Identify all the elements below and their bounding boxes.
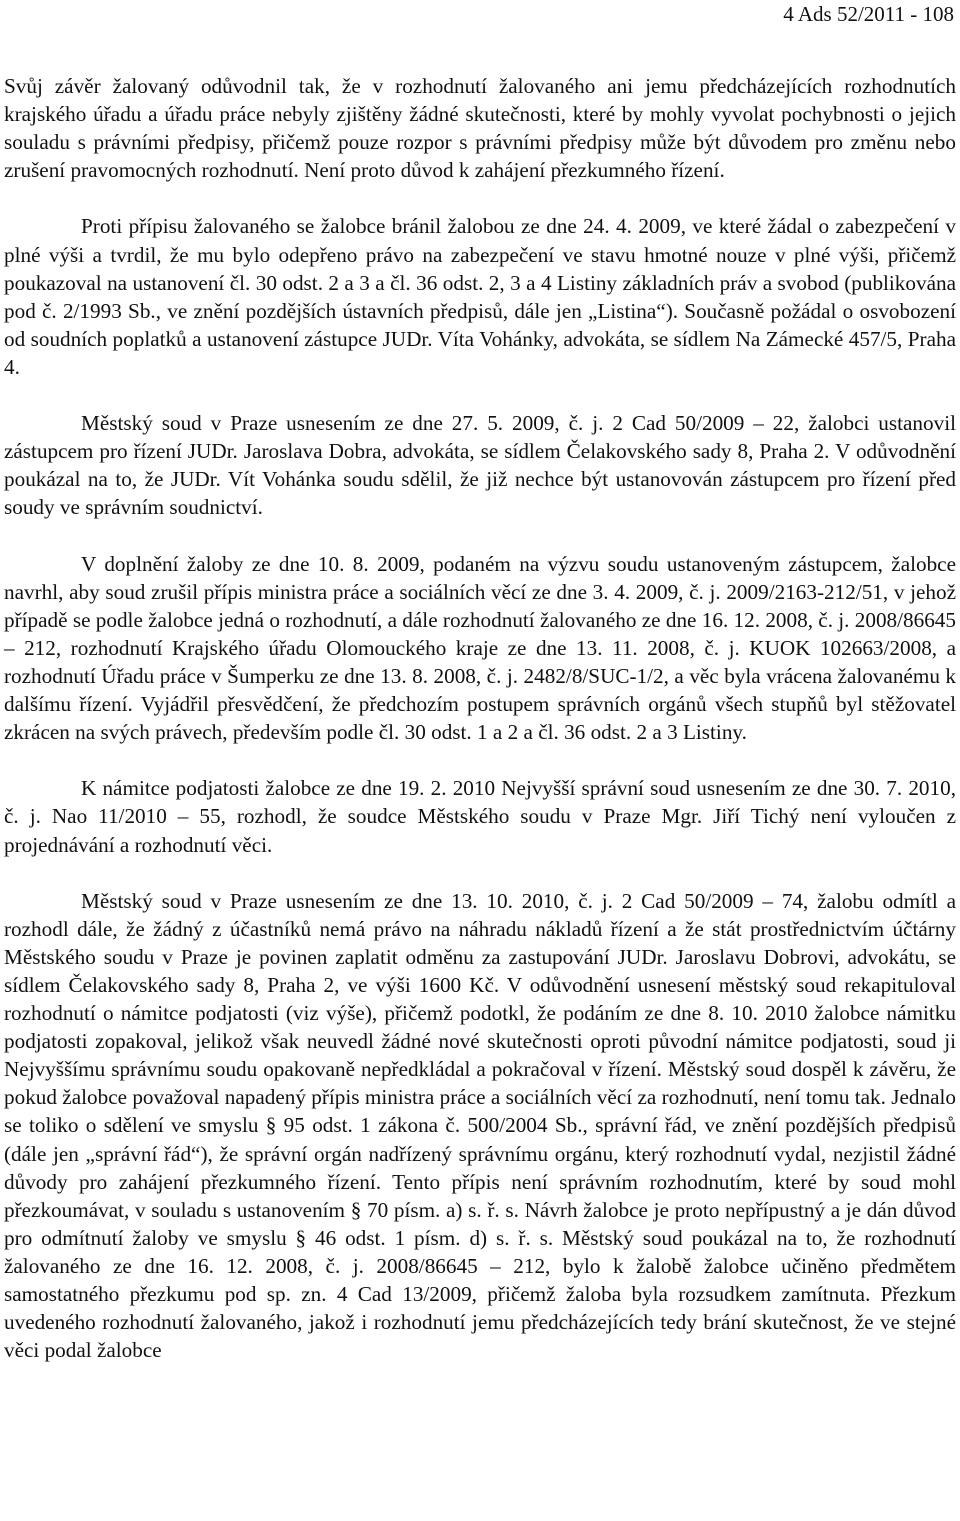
paragraph: Proti přípisu žalovaného se žalobce bránil žalobou ze dne 24. 4. 2009, ve které žádal o zabezpečení v plné výši a tvrdil, že mu bylo odepřeno právo na zabezpečení ve stavu hmotné nouze v plné výši, přičemž poukazoval na ustanovení čl. 30 odst. 2 a 3 a čl. 36 odst. 2, 3 a 4 Listiny základních práv a svobod (publikována pod č. 2/1993 Sb., ve znění pozdějších ústavních předpisů, dále jen „Listina“). Současně požádal o osvobození od soudních poplatků a ustanovení zástupce JUDr. Víta Vohánky, advokáta, se sídlem Na Zámecké 457/5, Praha 4. bbox=[4, 214, 956, 379]
document-body bbox=[4, 72, 956, 1364]
paragraph: V doplnění žaloby ze dne 10. 8. 2009, podaném na výzvu soudu ustanoveným zástupcem, žalobce navrhl, aby soud zrušil přípis ministra práce a sociálních věcí ze dne 3. 4. 2009, č. j. 2009/2163-212/51, v jehož případě se podle žalobce jedná o rozhodnutí, a dále rozhodnutí žalovaného ze dne 16. 12. 2008, č. j. 2008/86645 – 212, rozhodnutí Krajského úřadu Olomouckého kraje ze dne 13. 11. 2008, č. j. KUOK 102663/2008, a rozhodnutí Úřadu práce v Šumperku ze dne 13. 8. 2008, č. j. 2482/8/SUC-1/2, a věc byla vrácena žalovanému k dalšímu řízení. Vyjádřil přesvědčení, že předchozím postupem správních orgánů všech stupňů byl stěžovatel zkrácen na svých právech, především podle čl. 30 odst. 1 a 2 a čl. 36 odst. 2 a 3 Listiny. bbox=[4, 551, 956, 745]
paragraph: Svůj závěr žalovaný odůvodnil tak, že v rozhodnutí žalovaného ani jemu předcházejících rozhodnutích krajského úřadu a úřadu práce nebyly zjištěny žádné skutečnosti, které by mohly vyvolat pochybnosti o jejich souladu s právními předpisy, přičemž pouze rozpor s právními předpisy může být důvodem pro změnu nebo zrušení pravomocných rozhodnutí. Není proto důvod k zahájení přezkumného řízení. bbox=[4, 74, 956, 183]
paragraph: K námitce podjatosti žalobce ze dne 19. 2. 2010 Nejvyšší správní soud usnesením ze dne 30. 7. 2010, č. j. Nao 11/2010 – 55, rozhodl, že soudce Městského soudu v Praze Mgr. Jiří Tichý není vyloučen z projednávání a rozhodnutí věci. bbox=[4, 776, 956, 857]
paragraph: Městský soud v Praze usnesením ze dne 13. 10. 2010, č. j. 2 Cad 50/2009 – 74, žalobu odmítl a rozhodl dále, že žádný z účastníků nemá právo na náhradu nákladů řízení a že stát prostřednictvím účtárny Městského soudu v Praze je povinen zaplatit odměnu za zastupování JUDr. Jaroslavu Dobrovi, advokátu, se sídlem Čelakovského sady 8, Praha 2, ve výši 1600 Kč. V odůvodnění usnesení městský soud rekapituloval rozhodnutí o námitce podjatosti (viz výše), přičemž podotkl, že podáním ze dne 8. 10. 2010 žalobce námitku podjatosti zopakoval, jelikož však neuvedl žádné nové skutečnosti oproti původní námitce podjatosti, soud ji Nejvyššímu správnímu soudu opakovaně nepředkládal a pokračoval v řízení. Městský soud dospěl k závěru, že pokud žalobce považoval napadený přípis ministra práce a sociálních věcí za rozhodnutí, není tomu tak. Jednalo se toliko o sdělení ve smyslu § 95 odst. 1 zákona č. 500/2004 Sb., správní řád, ve znění pozdějších předpisů (dále jen „správní řád“), že správní orgán nadřízený správnímu orgánu, který rozhodnutí vydal, nezjistil žádné důvody pro zahájení přezkumného řízení. Tento přípis není správním rozhodnutím, které by soud mohl přezkoumávat, v souladu s ustanovením § 70 písm. a) s. ř. s. Návrh žalobce je proto nepřípustný a je dán důvod pro odmítnutí žaloby ve smyslu § 46 odst. 1 písm. d) s. ř. s. Městský soud poukázal na to, že rozhodnutí žalovaného ze dne 16. 12. 2008, č. j. 2008/86645 – 212, bylo k žalobě žalobce učiněno předmětem samostatného přezkumu pod sp. zn. 4 Cad 13/2009, přičemž žaloba byla rozsudkem zamítnuta. Přezkum uvedeného rozhodnutí žalovaného, jakož i rozhodnutí jemu předcházejících tedy brání skutečnost, že ve stejné věci podal žalobce bbox=[4, 888, 956, 1363]
paragraph: Městský soud v Praze usnesením ze dne 27. 5. 2009, č. j. 2 Cad 50/2009 – 22, žalobci ustanovil zástupcem pro řízení JUDr. Jaroslava Dobra, advokáta, se sídlem Čelakovského sady 8, Praha 2. V odůvodnění poukázal na to, že JUDr. Vít Vohánka soudu sdělil, že již nechce být ustanovován zástupcem pro řízení před soudy ve správním soudnictví. bbox=[4, 411, 956, 520]
case-number-header: 4 Ads 52/2011 - 108 bbox=[783, 2, 954, 26]
